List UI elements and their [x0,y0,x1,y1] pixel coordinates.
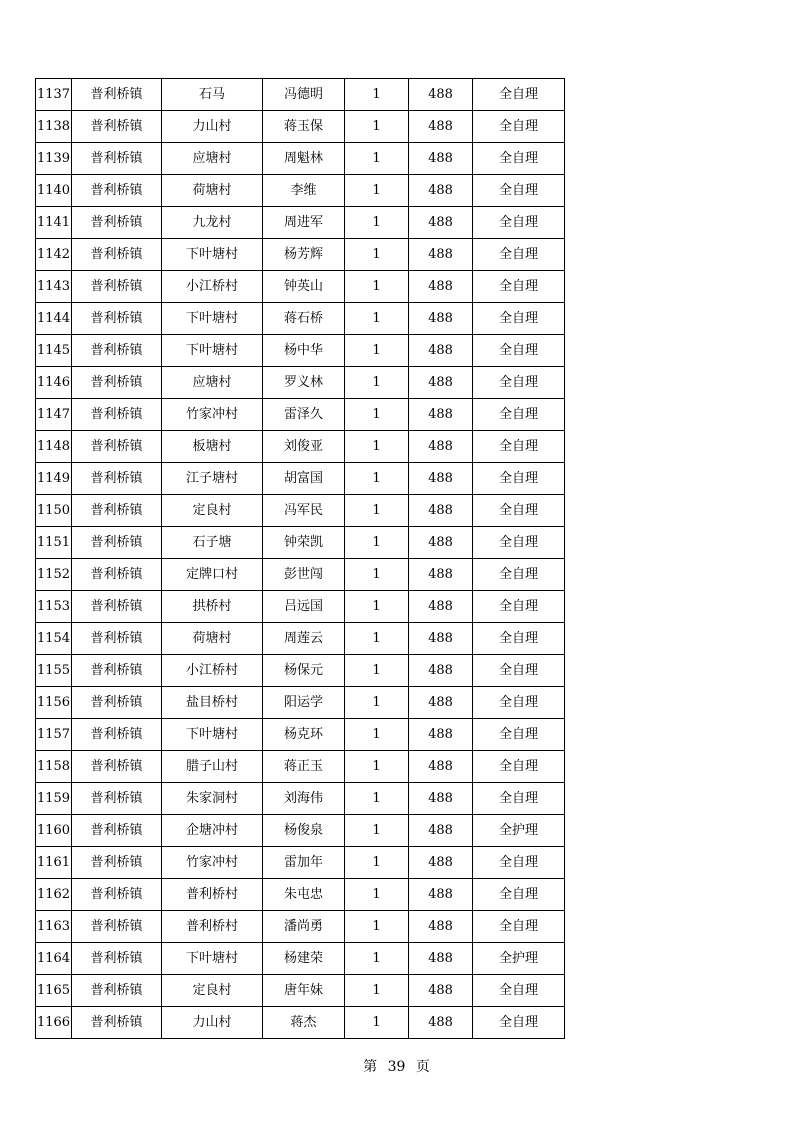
township-cell: 普利桥镇 [72,463,162,495]
township-cell: 普利桥镇 [72,591,162,623]
count-cell: 1 [345,1007,409,1039]
amount-cell: 488 [409,943,473,975]
care-level-cell: 全自理 [473,79,565,111]
table-body [36,79,565,1039]
person-name-cell: 蒋正玉 [263,751,345,783]
care-level-cell: 全自理 [473,591,565,623]
amount-cell: 488 [409,1007,473,1039]
person-name-cell: 胡富国 [263,463,345,495]
amount-cell: 488 [409,847,473,879]
township-cell: 普利桥镇 [72,271,162,303]
count-cell: 1 [345,815,409,847]
township-cell: 普利桥镇 [72,79,162,111]
serial-number-cell: 1152 [36,559,72,591]
table-row [36,303,565,335]
care-level-cell: 全自理 [473,847,565,879]
serial-number-cell: 1153 [36,591,72,623]
table-row [36,367,565,399]
amount-cell: 488 [409,463,473,495]
village-cell: 竹家冲村 [162,847,263,879]
table-row [36,239,565,271]
page-label-prefix: 第 [363,1059,378,1075]
person-name-cell: 潘尚勇 [263,911,345,943]
township-cell: 普利桥镇 [72,911,162,943]
serial-number-cell: 1138 [36,111,72,143]
amount-cell: 488 [409,239,473,271]
amount-cell: 488 [409,303,473,335]
count-cell: 1 [345,303,409,335]
person-name-cell: 周魁林 [263,143,345,175]
page-footer [0,1056,793,1076]
person-name-cell: 李维 [263,175,345,207]
care-level-cell: 全自理 [473,239,565,271]
village-cell: 下叶塘村 [162,239,263,271]
care-level-cell: 全自理 [473,175,565,207]
table-row [36,751,565,783]
table-row [36,911,565,943]
serial-number-cell: 1159 [36,783,72,815]
township-cell: 普利桥镇 [72,559,162,591]
table-row [36,815,565,847]
table-row [36,623,565,655]
serial-number-cell: 1149 [36,463,72,495]
amount-cell: 488 [409,79,473,111]
village-cell: 普利桥村 [162,911,263,943]
serial-number-cell: 1161 [36,847,72,879]
township-cell: 普利桥镇 [72,655,162,687]
serial-number-cell: 1157 [36,719,72,751]
count-cell: 1 [345,143,409,175]
table-row [36,591,565,623]
person-name-cell: 吕远国 [263,591,345,623]
care-level-cell: 全自理 [473,719,565,751]
township-cell: 普利桥镇 [72,687,162,719]
township-cell: 普利桥镇 [72,879,162,911]
count-cell: 1 [345,367,409,399]
amount-cell: 488 [409,687,473,719]
table-row [36,463,565,495]
count-cell: 1 [345,687,409,719]
serial-number-cell: 1147 [36,399,72,431]
care-level-cell: 全护理 [473,943,565,975]
table-row [36,783,565,815]
village-cell: 下叶塘村 [162,719,263,751]
amount-cell: 488 [409,271,473,303]
serial-number-cell: 1165 [36,975,72,1007]
count-cell: 1 [345,975,409,1007]
serial-number-cell: 1146 [36,367,72,399]
village-cell: 定良村 [162,495,263,527]
person-name-cell: 钟英山 [263,271,345,303]
serial-number-cell: 1139 [36,143,72,175]
township-cell: 普利桥镇 [72,943,162,975]
amount-cell: 488 [409,815,473,847]
amount-cell: 488 [409,335,473,367]
township-cell: 普利桥镇 [72,239,162,271]
township-cell: 普利桥镇 [72,207,162,239]
table-row [36,943,565,975]
person-name-cell: 杨克环 [263,719,345,751]
amount-cell: 488 [409,431,473,463]
care-level-cell: 全自理 [473,1007,565,1039]
person-name-cell: 彭世闯 [263,559,345,591]
care-level-cell: 全自理 [473,751,565,783]
care-level-cell: 全自理 [473,143,565,175]
township-cell: 普利桥镇 [72,783,162,815]
care-level-cell: 全自理 [473,495,565,527]
count-cell: 1 [345,495,409,527]
table-row [36,559,565,591]
amount-cell: 488 [409,399,473,431]
count-cell: 1 [345,463,409,495]
table-row [36,111,565,143]
township-cell: 普利桥镇 [72,143,162,175]
amount-cell: 488 [409,207,473,239]
township-cell: 普利桥镇 [72,815,162,847]
village-cell: 板塘村 [162,431,263,463]
table-row [36,655,565,687]
amount-cell: 488 [409,911,473,943]
count-cell: 1 [345,239,409,271]
count-cell: 1 [345,911,409,943]
person-name-cell: 蒋玉保 [263,111,345,143]
serial-number-cell: 1164 [36,943,72,975]
amount-cell: 488 [409,143,473,175]
amount-cell: 488 [409,783,473,815]
amount-cell: 488 [409,111,473,143]
township-cell: 普利桥镇 [72,623,162,655]
care-level-cell: 全自理 [473,335,565,367]
serial-number-cell: 1141 [36,207,72,239]
amount-cell: 488 [409,527,473,559]
count-cell: 1 [345,847,409,879]
serial-number-cell: 1145 [36,335,72,367]
village-cell: 应塘村 [162,143,263,175]
village-cell: 九龙村 [162,207,263,239]
person-name-cell: 蒋石桥 [263,303,345,335]
township-cell: 普利桥镇 [72,335,162,367]
table-row [36,431,565,463]
township-cell: 普利桥镇 [72,399,162,431]
care-level-cell: 全自理 [473,207,565,239]
roster-table [35,78,565,1039]
care-level-cell: 全自理 [473,463,565,495]
township-cell: 普利桥镇 [72,719,162,751]
table-row [36,335,565,367]
amount-cell: 488 [409,879,473,911]
serial-number-cell: 1166 [36,1007,72,1039]
village-cell: 荷塘村 [162,175,263,207]
table-row [36,879,565,911]
count-cell: 1 [345,271,409,303]
care-level-cell: 全自理 [473,655,565,687]
serial-number-cell: 1154 [36,623,72,655]
township-cell: 普利桥镇 [72,1007,162,1039]
count-cell: 1 [345,559,409,591]
person-name-cell: 唐年妹 [263,975,345,1007]
count-cell: 1 [345,943,409,975]
table-row [36,399,565,431]
care-level-cell: 全自理 [473,367,565,399]
village-cell: 盐目桥村 [162,687,263,719]
village-cell: 企塘冲村 [162,815,263,847]
township-cell: 普利桥镇 [72,111,162,143]
person-name-cell: 阳运学 [263,687,345,719]
village-cell: 竹家冲村 [162,399,263,431]
serial-number-cell: 1148 [36,431,72,463]
village-cell: 腊子山村 [162,751,263,783]
serial-number-cell: 1137 [36,79,72,111]
table-row [36,495,565,527]
care-level-cell: 全护理 [473,815,565,847]
serial-number-cell: 1163 [36,911,72,943]
village-cell: 力山村 [162,111,263,143]
care-level-cell: 全自理 [473,399,565,431]
table-row [36,79,565,111]
care-level-cell: 全自理 [473,431,565,463]
township-cell: 普利桥镇 [72,975,162,1007]
count-cell: 1 [345,399,409,431]
amount-cell: 488 [409,591,473,623]
village-cell: 力山村 [162,1007,263,1039]
person-name-cell: 杨中华 [263,335,345,367]
care-level-cell: 全自理 [473,111,565,143]
care-level-cell: 全自理 [473,975,565,1007]
table-row [36,719,565,751]
village-cell: 小江桥村 [162,655,263,687]
village-cell: 应塘村 [162,367,263,399]
count-cell: 1 [345,623,409,655]
person-name-cell: 周莲云 [263,623,345,655]
village-cell: 朱家洞村 [162,783,263,815]
care-level-cell: 全自理 [473,271,565,303]
count-cell: 1 [345,879,409,911]
count-cell: 1 [345,79,409,111]
table-row [36,143,565,175]
person-name-cell: 雷泽久 [263,399,345,431]
person-name-cell: 周进军 [263,207,345,239]
amount-cell: 488 [409,367,473,399]
serial-number-cell: 1140 [36,175,72,207]
amount-cell: 488 [409,719,473,751]
township-cell: 普利桥镇 [72,527,162,559]
serial-number-cell: 1160 [36,815,72,847]
village-cell: 荷塘村 [162,623,263,655]
count-cell: 1 [345,111,409,143]
count-cell: 1 [345,591,409,623]
serial-number-cell: 1144 [36,303,72,335]
serial-number-cell: 1155 [36,655,72,687]
person-name-cell: 雷加年 [263,847,345,879]
village-cell: 石马 [162,79,263,111]
township-cell: 普利桥镇 [72,847,162,879]
table-row [36,1007,565,1039]
person-name-cell: 杨建荣 [263,943,345,975]
care-level-cell: 全自理 [473,879,565,911]
village-cell: 小江桥村 [162,271,263,303]
page-number: 39 [387,1059,406,1075]
amount-cell: 488 [409,175,473,207]
count-cell: 1 [345,655,409,687]
care-level-cell: 全自理 [473,559,565,591]
township-cell: 普利桥镇 [72,175,162,207]
amount-cell: 488 [409,623,473,655]
care-level-cell: 全自理 [473,911,565,943]
count-cell: 1 [345,335,409,367]
township-cell: 普利桥镇 [72,303,162,335]
care-level-cell: 全自理 [473,303,565,335]
care-level-cell: 全自理 [473,783,565,815]
table-row [36,271,565,303]
care-level-cell: 全自理 [473,623,565,655]
township-cell: 普利桥镇 [72,367,162,399]
count-cell: 1 [345,527,409,559]
count-cell: 1 [345,783,409,815]
village-cell: 下叶塘村 [162,335,263,367]
page-label-suffix: 页 [415,1059,430,1075]
table-row [36,175,565,207]
count-cell: 1 [345,175,409,207]
serial-number-cell: 1142 [36,239,72,271]
village-cell: 定良村 [162,975,263,1007]
serial-number-cell: 1162 [36,879,72,911]
table-row [36,847,565,879]
serial-number-cell: 1150 [36,495,72,527]
person-name-cell: 刘俊亚 [263,431,345,463]
person-name-cell: 冯军民 [263,495,345,527]
count-cell: 1 [345,207,409,239]
village-cell: 拱桥村 [162,591,263,623]
person-name-cell: 钟荣凯 [263,527,345,559]
person-name-cell: 杨保元 [263,655,345,687]
care-level-cell: 全自理 [473,687,565,719]
person-name-cell: 刘海伟 [263,783,345,815]
count-cell: 1 [345,431,409,463]
table-row [36,975,565,1007]
count-cell: 1 [345,719,409,751]
amount-cell: 488 [409,559,473,591]
amount-cell: 488 [409,495,473,527]
village-cell: 下叶塘村 [162,943,263,975]
table-row [36,687,565,719]
township-cell: 普利桥镇 [72,431,162,463]
care-level-cell: 全自理 [473,527,565,559]
serial-number-cell: 1151 [36,527,72,559]
amount-cell: 488 [409,655,473,687]
person-name-cell: 罗义林 [263,367,345,399]
person-name-cell: 冯德明 [263,79,345,111]
serial-number-cell: 1143 [36,271,72,303]
table-row [36,207,565,239]
township-cell: 普利桥镇 [72,751,162,783]
amount-cell: 488 [409,975,473,1007]
township-cell: 普利桥镇 [72,495,162,527]
person-name-cell: 朱屯忠 [263,879,345,911]
village-cell: 普利桥村 [162,879,263,911]
serial-number-cell: 1158 [36,751,72,783]
person-name-cell: 蒋杰 [263,1007,345,1039]
amount-cell: 488 [409,751,473,783]
village-cell: 下叶塘村 [162,303,263,335]
village-cell: 石子塘 [162,527,263,559]
serial-number-cell: 1156 [36,687,72,719]
person-name-cell: 杨俊泉 [263,815,345,847]
table-row [36,527,565,559]
person-name-cell: 杨芳辉 [263,239,345,271]
village-cell: 定牌口村 [162,559,263,591]
village-cell: 江子塘村 [162,463,263,495]
count-cell: 1 [345,751,409,783]
